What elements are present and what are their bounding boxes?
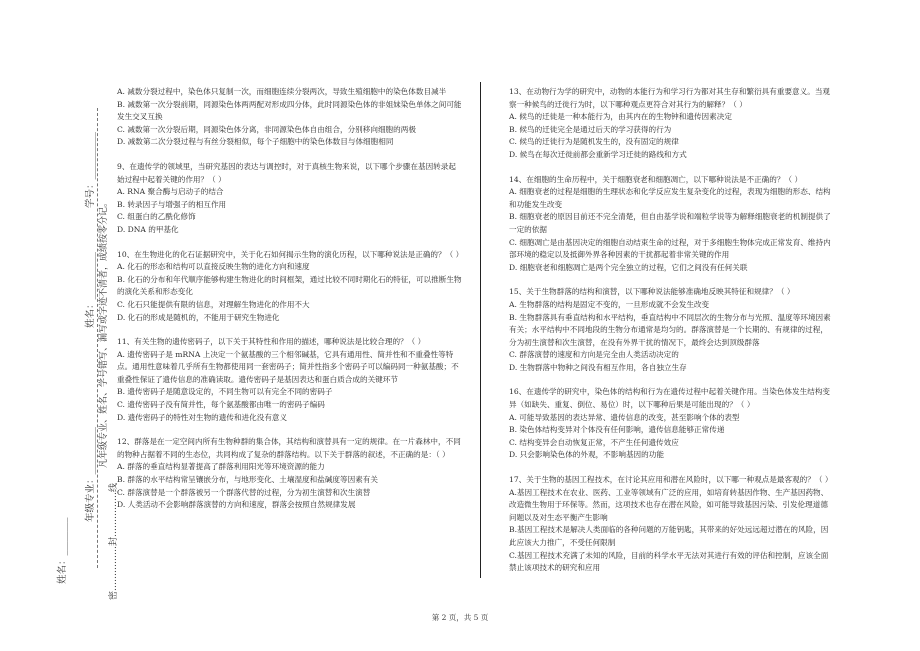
answer-option: D. 人类活动不会影响群落演替的方向和速度，群落会按照自然规律发展 bbox=[117, 500, 356, 510]
answer-option: B. 化石的分布和年代顺序能够构建生物进化的时间框架，通过比较不同时期化石的特征，可以推断生物的演化关系和形态变化 bbox=[117, 274, 462, 297]
answer-option: A. 可能导致基因的表达异常、遗传信息的改变，甚至影响个体的表型 bbox=[509, 412, 740, 422]
question-stem: 9、在遗传学的领域里，当研究基因的表达与调控时，对于真核生物来说，以下哪个步骤在基因转录起始过程中起着关键的作用？（ ） bbox=[117, 161, 456, 184]
answer-option: B. 转录因子与增强子的相互作用 bbox=[117, 199, 227, 209]
answer-option: D. 遗传密码子的特性对生物的遗传和进化没有意义 bbox=[117, 412, 288, 422]
question-block bbox=[117, 336, 462, 424]
question-block bbox=[117, 249, 462, 325]
binding-notice: 凡年级专业、姓名、学号错写、漏写或字迹不清者，成绩按零分记。 bbox=[99, 197, 109, 468]
answer-option: C. 减数第一次分裂后期，同源染色体分离，非同源染色体自由组合，分别移向细胞的两极 bbox=[117, 124, 416, 134]
answer-option: D. 只会影响染色体的外观，不影响基因的功能 bbox=[509, 450, 664, 460]
answer-option: B. 遗传密码子是随意设定的，不同生物可以有完全不同的密码子 bbox=[117, 387, 333, 397]
answer-option: B. 生物群落具有垂直结构和水平结构，垂直结构中不同层次的生物分布与光照、温度等环境因素有关；水平结构中不同地段的生物分布通常是均匀的。群落演替是一个长期的、有规律的过程，分为初生演替和次生演替，在没有外界干扰的情况下，最终会达到顶级群落 bbox=[509, 312, 831, 347]
question-stem: 15、关于生物群落的结构和演替，以下哪种说法能够准确地反映其特征和规律？（ ） bbox=[509, 287, 795, 297]
answer-option: C.基因工程技术充满了未知的风险，目前的科学水平无法对其进行有效的评估和控制，应该全面禁止该项技术的研究和应用 bbox=[509, 550, 829, 573]
answer-option: B.基因工程技术是解决人类面临的各种问题的万能钥匙，其带来的好处远远超过潜在的风险，因此应该大力推广，不受任何限制 bbox=[509, 525, 829, 547]
answer-option: C. 候鸟的迁徙行为是随机发生的，没有固定的规律 bbox=[509, 137, 679, 147]
answer-option: A. 遗传密码子是 mRNA 上决定一个氨基酸的三个相邻碱基，它具有通用性、简并性和不重叠性等特点。通用性意味着几乎所有生物都使用同一套密码子；简并性指多个密码子可以编码同一种氨基酸；不重叠性保证了遗传信息的准确读取。遗传密码子是基因表达和蛋白质合成的关键环节 bbox=[117, 349, 459, 384]
question-block bbox=[509, 286, 835, 374]
binding-margin bbox=[0, 0, 119, 651]
question-stem: 17、关于生物的基因工程技术，在讨论其应用和潜在风险时，以下哪一种观点是最客观的？（ ） bbox=[509, 475, 833, 485]
answer-option: D. 减数第二次分裂过程与有丝分裂相似，每个子细胞中的染色体数目与体细胞相同 bbox=[117, 137, 394, 147]
question-block bbox=[509, 86, 835, 162]
answer-option: A. 减数分裂过程中，染色体只复制一次，而细胞连续分裂两次，导致生殖细胞中的染色体数目减半 bbox=[117, 87, 447, 96]
column-divider bbox=[480, 82, 481, 578]
answer-option: C. 细胞凋亡是由基因决定的细胞自动结束生命的过程，对于多细胞生物体完成正常发育、维持内部环境的稳定以及抵御外界各种因素的干扰都起着非常关键的作用 bbox=[509, 237, 831, 260]
right-column bbox=[509, 86, 835, 587]
answer-option: A. 化石的形态和结构可以直接反映生物的进化方向和速度 bbox=[117, 262, 310, 272]
student-id-label: 学号：__________ bbox=[85, 131, 96, 208]
seal-dashed-line bbox=[97, 108, 98, 568]
answer-option: C. 群落演替的速度和方向是完全由人类活动决定的 bbox=[509, 350, 679, 360]
question-stem: 13、在动物行为学的研究中，动物的本能行为和学习行为都对其生存和繁衍具有重要意义。当观察一种候鸟的迁徙行为时，以下哪种观点更符合对其行为的解释？（ ） bbox=[509, 87, 831, 109]
answer-option: A.基因工程技术在农业、医药、工业等领域有广泛的应用，如培育转基因作物、生产基因药物、改造微生物用于环保等。然而，这项技术也存在潜在风险，如可能导致基因污染、引发伦理道德问题以及对生态平衡产生影响 bbox=[509, 487, 829, 522]
answer-option: A. 细胞衰老的过程是细胞的生理状态和化学反应发生复杂变化的过程，表现为细胞的形态、结构和功能发生改变 bbox=[509, 187, 831, 209]
answer-option: D. 生物群落中物种之间没有相互作用，各自独立生存 bbox=[509, 362, 687, 372]
question-block bbox=[509, 386, 835, 462]
question-stem: 16、在遗传学的研究中，染色体的结构和行为在遗传过程中起着关键作用。当染色体发生结构变异（如缺失、重复、倒位、易位）时，以下哪种后果是可能出现的？（ ） bbox=[509, 387, 831, 410]
answer-option: C. 化石只能提供有限的信息，对理解生物进化的作用不大 bbox=[117, 299, 310, 309]
answer-option: B. 染色体结构变异对个体没有任何影响，遗传信息能够正常传递 bbox=[509, 425, 725, 435]
answer-option: C. 遗传密码子没有简并性，每个氨基酸都由唯一的密码子编码 bbox=[117, 400, 325, 410]
question-stem: 10、在生物进化的化石证据研究中，关于化石如何揭示生物的演化历程，以下哪种说法是正确的？（ ） bbox=[117, 249, 464, 259]
answer-option: A. RNA 聚合酶与启动子的结合 bbox=[117, 187, 224, 197]
question-block bbox=[117, 161, 462, 237]
left-name-label: 姓名：________ bbox=[57, 517, 68, 584]
class-label: 年级专业：__________ bbox=[85, 426, 96, 522]
answer-option: A. 生物群落的结构是固定不变的，一旦形成就不会发生改变 bbox=[509, 299, 710, 309]
answer-option: A. 候鸟的迁徙是一种本能行为，由其内在的生物钟和遗传因素决定 bbox=[509, 112, 732, 122]
answer-option: D. 化石的形成是随机的，不能用于研究生物进化 bbox=[117, 312, 280, 322]
answer-option: B. 群落的水平结构常呈镶嵌分布，与地形变化、土壤湿度和盐碱度等因素有关 bbox=[117, 475, 378, 485]
answer-option: D. 候鸟在每次迁徙前都会重新学习迁徙的路线和方式 bbox=[509, 149, 687, 159]
answer-option: B. 减数第一次分裂前期，同源染色体两两配对形成四分体，此时同源染色体的非姐妹染色单体之间可能发生交叉互换 bbox=[117, 99, 462, 122]
question-block bbox=[509, 174, 835, 275]
question-stem: 14、在细胞的生命历程中，关于细胞衰老和细胞凋亡，以下哪种说法是不正确的？（ ） bbox=[509, 174, 803, 184]
question-block bbox=[117, 436, 462, 512]
answer-option: C. 群落演替是一个群落被另一个群落代替的过程，分为初生演替和次生演替 bbox=[117, 487, 371, 497]
question-block bbox=[117, 86, 462, 149]
question-stem: 11、有关生物的遗传密码子，以下关于其特性和作用的描述，哪种说法是比较合理的？（ ） bbox=[117, 337, 426, 347]
answer-option: A. 群落的垂直结构显著提高了群落利用阳光等环境资源的能力 bbox=[117, 462, 325, 472]
page-footer: 第 2 页，共 5 页 bbox=[431, 613, 489, 622]
answer-option: C. 结构变异会自动恢复正常，不产生任何遗传效应 bbox=[509, 437, 679, 447]
answer-option: D. 细胞衰老和细胞凋亡是两个完全独立的过程，它们之间没有任何关联 bbox=[509, 262, 748, 272]
answer-option: C. 组蛋白的乙酰化修饰 bbox=[117, 212, 196, 222]
answer-option: D. DNA 的甲基化 bbox=[117, 224, 179, 234]
answer-option: B. 细胞衰老的原因目前还不完全清楚，但自由基学说和端粒学说等为解释细胞衰老的机制提供了一定的依据 bbox=[509, 212, 831, 234]
answer-option: B. 候鸟的迁徙完全是通过后天的学习获得的行为 bbox=[509, 124, 672, 134]
seal-line-text: 密……………封……………线 bbox=[109, 482, 119, 600]
left-column bbox=[117, 86, 462, 524]
question-stem: 12、群落是在一定空间内所有生物种群的集合体，其结构和演替具有一定的规律。在一片森林中，不同的物种占据着不同的生态位，共同构成了复杂的群落结构。以下关于群落的叙述，不正确的是：（ ） bbox=[117, 437, 461, 459]
question-block bbox=[509, 474, 835, 575]
name-label: 姓名：__________ bbox=[85, 251, 96, 328]
